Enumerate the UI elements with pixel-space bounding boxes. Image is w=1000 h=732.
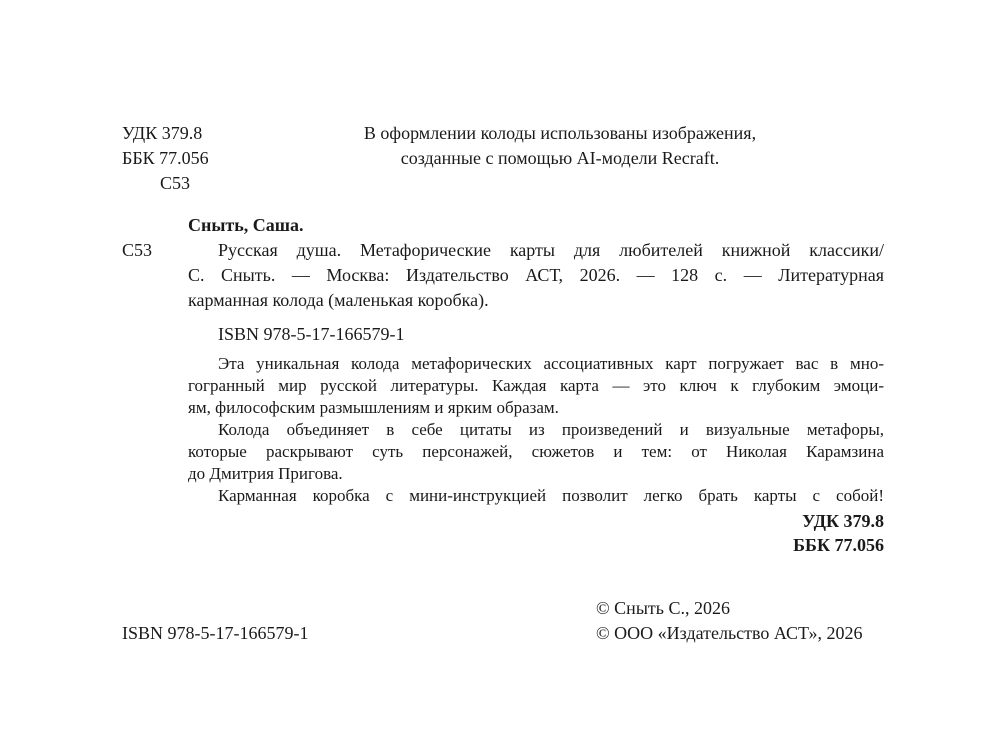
record-line1: Русская душа. Метафорические карты для любителей книжной классики/ (218, 240, 884, 260)
record-isbn: ISBN 978-5-17-166579-1 (218, 324, 405, 344)
annotation-p1-line2: гогранный мир русской литературы. Каждая карта — это ключ к глубоким эмоци- (188, 376, 884, 395)
annotation-p2-line3: до Дмитрия Пригова. (188, 464, 343, 483)
udk-code-bottom: УДК 379.8 (802, 511, 884, 531)
annotation-p3-line1: Карманная коробка с мини-инструкцией позволит легко брать карты с собой! (218, 486, 884, 505)
bbk-code-bottom: ББК 77.056 (793, 535, 884, 555)
author-sign-top: С53 (160, 173, 191, 193)
footer-isbn: ISBN 978-5-17-166579-1 (122, 623, 309, 643)
record-author: Сныть, Саша. (188, 215, 304, 235)
annotation-p1-line1: Эта уникальная колода метафорических ассоциативных карт погружает вас в мно- (218, 354, 884, 373)
record-line3: карманная колода (маленькая коробка). (188, 290, 489, 310)
illustration-note-line2: созданные с помощью AI-модели Recraft. (400, 148, 720, 168)
record-line2: С. Сныть. — Москва: Издательство АСТ, 2026. — 128 с. — Литературная (188, 265, 884, 285)
copyright-publisher: © ООО «Издательство АСТ», 2026 (596, 623, 863, 643)
bbk-code-top: ББК 77.056 (122, 148, 209, 168)
illustration-note-line1: В оформлении колоды использованы изображения, (363, 123, 757, 143)
record-sign: С53 (122, 240, 153, 260)
udk-code-top: УДК 379.8 (122, 123, 203, 143)
annotation-p2-line1: Колода объединяет в себе цитаты из произведений и визуальные метафоры, (218, 420, 884, 439)
annotation-p2-line2: которые раскрывают суть персонажей, сюжетов и тем: от Николая Карамзина (188, 442, 884, 461)
copyright-author: © Сныть С., 2026 (596, 598, 730, 618)
annotation-p1-line3: ям, философским размышлениям и ярким образам. (188, 398, 559, 417)
